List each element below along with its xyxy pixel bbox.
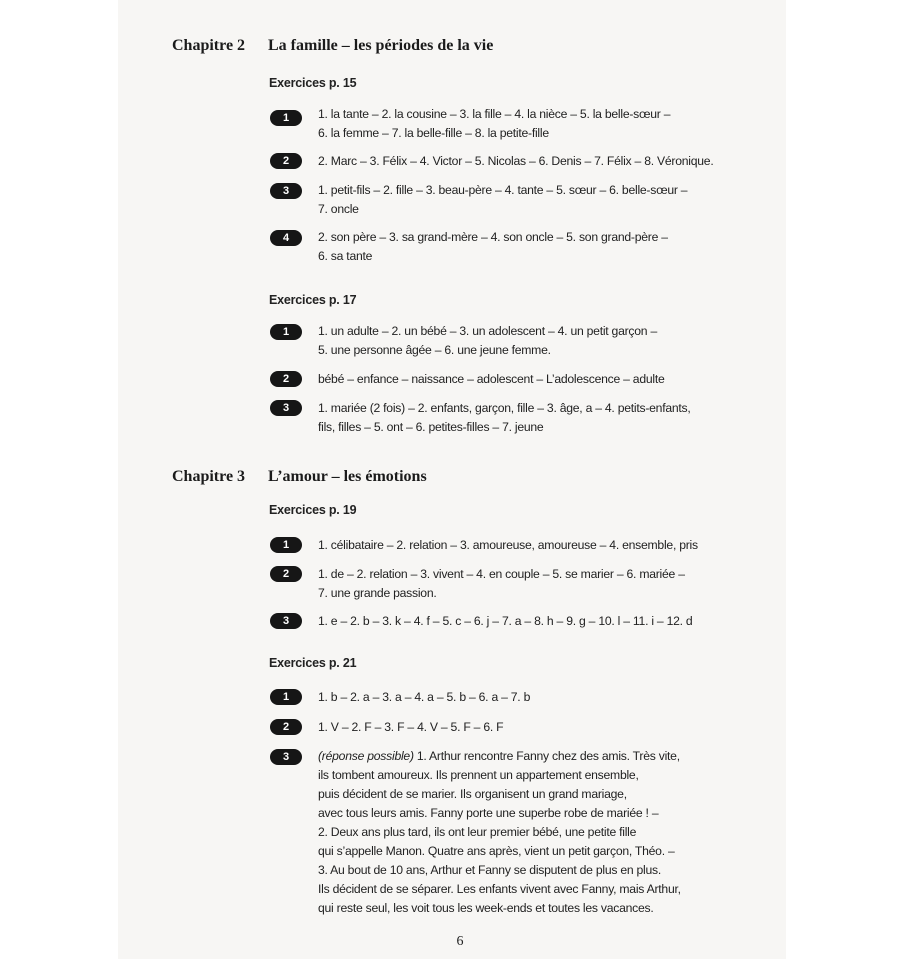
answer-text — [318, 612, 738, 631]
chapter-2-heading — [172, 37, 493, 55]
answer-line: 3. Au bout de 10 ans, Arthur et Fanny se disputent de plus en plus. — [318, 863, 662, 877]
exercise-heading: Exercices p. 19 — [269, 503, 357, 517]
answer-text — [318, 688, 738, 707]
answer-text — [318, 181, 738, 219]
answer-line: avec tous leurs amis. Fanny porte une superbe robe de mariée ! – — [318, 806, 659, 820]
answer-line: 6. sa tante — [318, 249, 373, 263]
exercise-heading: Exercices p. 17 — [269, 293, 357, 307]
answer-line: 6. la femme – 7. la belle-fille – 8. la petite-fille — [318, 126, 549, 140]
italic-prefix: (réponse possible) — [318, 749, 414, 763]
answer-line — [318, 747, 738, 766]
exercise-number-badge: 1 — [270, 689, 302, 705]
answer-line: 2. son père – 3. sa grand-mère – 4. son oncle – 5. son grand-père – — [318, 230, 668, 244]
exercise-number-badge: 3 — [270, 613, 302, 629]
exercise-heading: Exercices p. 15 — [269, 76, 357, 90]
answer-line: 1. b – 2. a – 3. a – 4. a – 5. b – 6. a – 7. b — [318, 690, 531, 704]
exercise-number-badge: 3 — [270, 749, 302, 765]
answer-line: 1. V – 2. F – 3. F – 4. V – 5. F – 6. F — [318, 720, 504, 734]
answer-line: 7. une grande passion. — [318, 586, 437, 600]
chapter-3-heading — [172, 468, 427, 486]
answer-line: puis décident de se marier. Ils organisent un grand mariage, — [318, 787, 627, 801]
answer-line: 7. oncle — [318, 202, 359, 216]
answer-line: 1. petit-fils – 2. fille – 3. beau-père – 4. tante – 5. sœur – 6. belle-sœur – — [318, 183, 688, 197]
chapter-title: La famille – les périodes de la vie — [268, 37, 494, 54]
answer-text — [318, 747, 738, 918]
chapter-number: Chapitre 3 — [172, 468, 246, 485]
answer-text — [318, 370, 738, 389]
answer-line: 1. un adulte – 2. un bébé – 3. un adolescent – 4. un petit garçon – — [318, 324, 657, 338]
answer-text — [318, 228, 738, 266]
answer-text — [318, 105, 738, 143]
exercise-number-badge: 2 — [270, 566, 302, 582]
chapter-title: L’amour – les émotions — [268, 468, 427, 485]
exercise-number-badge: 2 — [270, 153, 302, 169]
answer-line: 1. la tante – 2. la cousine – 3. la fille – 4. la nièce – 5. la belle-sœur – — [318, 107, 671, 121]
answer-line: qui s’appelle Manon. Quatre ans après, vient un petit garçon, Théo. – — [318, 844, 675, 858]
exercise-number-badge: 2 — [270, 371, 302, 387]
answer-line: 1. de – 2. relation – 3. vivent – 4. en couple – 5. se marier – 6. mariée – — [318, 567, 685, 581]
answer-line: 5. une personne âgée – 6. une jeune femme. — [318, 343, 551, 357]
answer-line: bébé – enfance – naissance – adolescent – L’adolescence – adulte — [318, 372, 665, 386]
answer-line: 2. Marc – 3. Félix – 4. Victor – 5. Nicolas – 6. Denis – 7. Félix – 8. Véronique. — [318, 154, 714, 168]
exercise-number-badge: 1 — [270, 324, 302, 340]
answer-line: fils, filles – 5. ont – 6. petites-filles – 7. jeune — [318, 420, 544, 434]
exercise-number-badge: 2 — [270, 719, 302, 735]
exercise-number-badge: 3 — [270, 183, 302, 199]
answer-line: Ils décident de se séparer. Les enfants vivent avec Fanny, mais Arthur, — [318, 882, 681, 896]
exercise-number-badge: 1 — [270, 537, 302, 553]
exercise-heading: Exercices p. 21 — [269, 656, 357, 670]
exercise-number-badge: 3 — [270, 400, 302, 416]
exercise-number-badge: 1 — [270, 110, 302, 126]
answer-line: 1. mariée (2 fois) – 2. enfants, garçon, fille – 3. âge, a – 4. petits-enfants, — [318, 401, 691, 415]
answer-text — [318, 152, 738, 171]
chapter-number: Chapitre 2 — [172, 37, 246, 54]
answer-line: 1. e – 2. b – 3. k – 4. f – 5. c – 6. j – 7. a – 8. h – 9. g – 10. l – 11. i – 12. d — [318, 614, 693, 628]
answer-text — [318, 565, 738, 603]
answer-text — [318, 718, 738, 737]
answer-line-rest: 1. Arthur rencontre Fanny chez des amis. Très vite, — [413, 749, 680, 763]
answer-text — [318, 322, 738, 360]
exercise-number-badge: 4 — [270, 230, 302, 246]
answer-line: qui reste seul, les voit tous les week-ends et toutes les vacances. — [318, 901, 654, 915]
answer-text — [318, 536, 738, 555]
answer-line: 2. Deux ans plus tard, ils ont leur premier bébé, une petite fille — [318, 825, 637, 839]
answer-line: ils tombent amoureux. Ils prennent un appartement ensemble, — [318, 768, 639, 782]
page-number: 6 — [456, 934, 464, 949]
answer-line: 1. célibataire – 2. relation – 3. amoureuse, amoureuse – 4. ensemble, pris — [318, 538, 698, 552]
answer-text — [318, 399, 738, 437]
